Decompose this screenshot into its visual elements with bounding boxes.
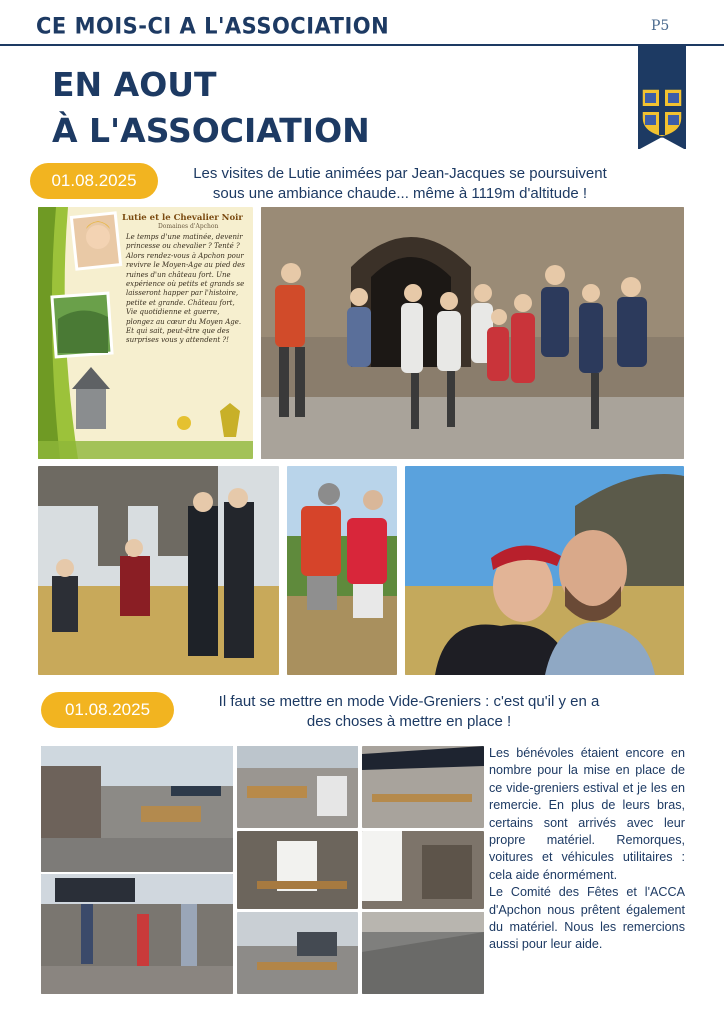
page-title-line2: À L'ASSOCIATION [52, 111, 370, 150]
group-photo-artwork [261, 207, 684, 459]
section1-caption [160, 164, 640, 204]
collage-5-artwork [237, 831, 358, 909]
collage-2-artwork [41, 874, 233, 994]
collage-8-artwork [362, 912, 484, 994]
children-ruins-artwork [38, 466, 279, 675]
section2-date-badge: 01.08.2025 [41, 692, 174, 728]
poster-title: Lutie et le Chevalier Noir [122, 213, 243, 223]
section2-body-text [489, 745, 685, 954]
poster-subtitle: Domaines d'Apchon [158, 223, 219, 230]
banner-notch [638, 137, 686, 150]
collage-photo-2 [41, 874, 233, 994]
poster-text: Le temps d'une matinée, devenir princesse ou chevalier ? Tenté ? Alors rendez-vous à Apchon pour revivre le Moyen-Age au pied des ruines d'un château fort. Une expérience où petits et grands se laisseront happer par l'histoire, petite et grande. Château fort, Vie quotidienne et guerre, plongez au cœur du Moyen Age. Et qui sait, peut-être que des surprises vous y attendent ?! [126, 233, 245, 345]
collage-7-artwork [237, 912, 358, 994]
collage-photo-4 [362, 746, 484, 828]
collage-3-artwork [237, 746, 358, 828]
page-title-line1: EN AOUT [52, 65, 217, 104]
coat-of-arms-icon [641, 88, 683, 138]
group-photo-castle-gate [261, 207, 684, 459]
selfie-artwork [405, 466, 684, 675]
header-title: CE MOIS-CI A L'ASSOCIATION [36, 13, 390, 39]
section2-paragraph-1: Les bénévoles étaient encore en nombre pour la mise en place de ce vide-greniers estival et je les en remercie. En plus de leurs bras, certains sont arrivés avec leur propre matériel. Remorques, voitures et véhicules utilitaires : cela aide énormément. [489, 746, 685, 882]
collage-6-artwork [362, 831, 484, 909]
section1-date-badge: 01.08.2025 [30, 163, 158, 199]
knights-photo [287, 466, 397, 675]
collage-photo-7 [237, 912, 358, 994]
lutie-poster-image [38, 207, 253, 459]
section2-caption-line2: des choses à mettre en place ! [306, 713, 512, 730]
page-title [52, 62, 370, 154]
collage-1-artwork [41, 746, 233, 872]
knights-artwork [287, 466, 397, 675]
children-ruins-photo [38, 466, 279, 675]
collage-photo-3 [237, 746, 358, 828]
collage-4-artwork [362, 746, 484, 828]
selfie-photo [405, 466, 684, 675]
section2-paragraph-2: Le Comité des Fêtes et l'ACCA d'Apchon nous prêtent également du matériel. Nous les remercions aussi pour leur aide. [489, 885, 685, 952]
section2-caption-line1: Il faut se mettre en mode Vide-Greniers : c'est qu'il y en a [218, 693, 600, 710]
section2-caption [177, 692, 641, 732]
collage-photo-5 [237, 831, 358, 909]
page-number: P5 [651, 18, 670, 34]
collage-photo-1 [41, 746, 233, 872]
collage-photo-6 [362, 831, 484, 909]
collage-photo-8 [362, 912, 484, 994]
section1-caption-line1: Les visites de Lutie animées par Jean-Jacques se poursuivent [193, 165, 607, 182]
section1-caption-line2: sous une ambiance chaude... même à 1119m d'altitude ! [212, 185, 588, 202]
header-divider [0, 44, 724, 46]
